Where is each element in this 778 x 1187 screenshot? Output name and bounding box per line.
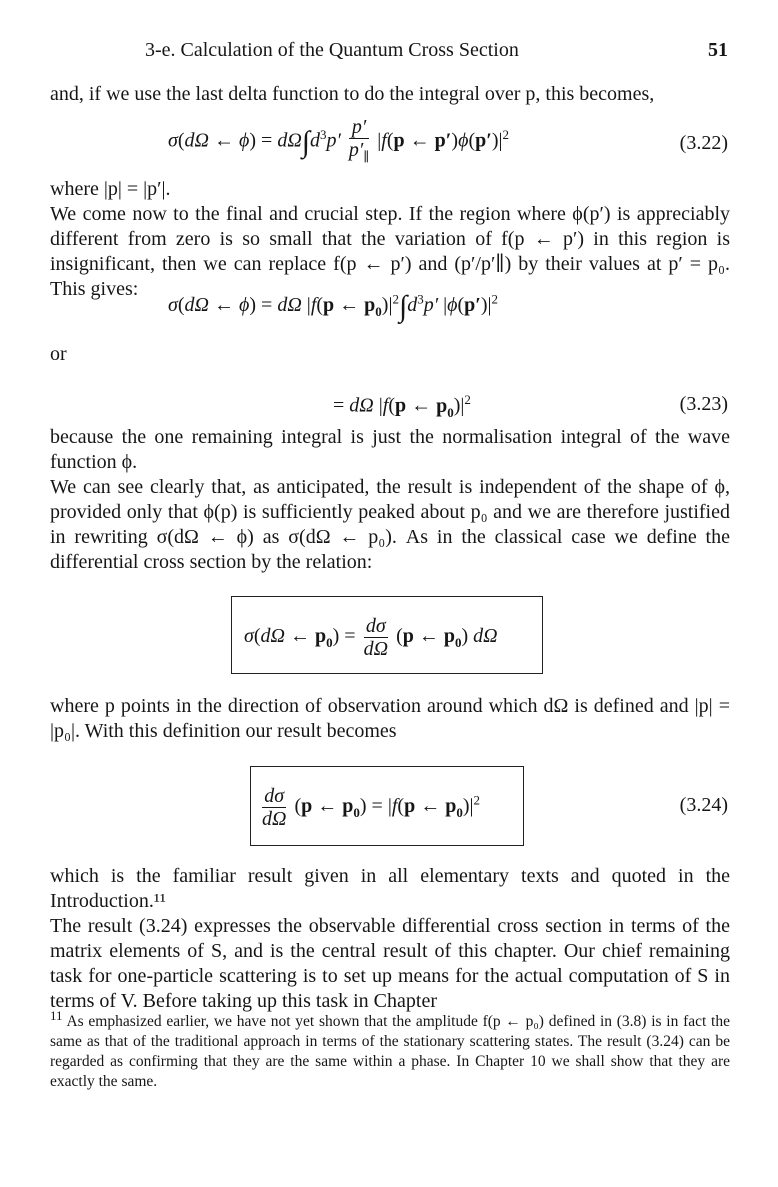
running-header xyxy=(50,39,730,67)
equation-number-3-23: (3.23) xyxy=(679,393,728,415)
equation-3-23: = dΩ |f(p ← $p_0)|^2$ xyxy=(333,392,471,420)
footnote xyxy=(50,1006,730,1092)
equation-number-3-22: (3.22) xyxy=(679,132,728,154)
word-or: or xyxy=(50,343,67,365)
footnote-text: As emphasized earlier, we have not yet shown that the amplitude f(p ← p₀) defined in (3.8) is in fact the same as that of the traditional approach in terms of the stationary scattering states. The result (3.24) can be regarded as confirming that they are the same within a phase. In Chapter 10 we shall show that they are exactly the same. xyxy=(50,1013,730,1091)
definition-box xyxy=(231,596,543,674)
paragraph-familiar-result: which is the familiar result given in all elementary texts and quoted in the Introduction.¹¹ xyxy=(50,865,730,912)
equation-number-3-24: (3.24) xyxy=(679,794,728,816)
paragraph-intro: and, if we use the last delta function to do the integral over p, this becomes, xyxy=(50,83,655,105)
footnote-marker: 11 xyxy=(50,1008,63,1023)
equation-definition: σ(dΩ ← $p_0$) = $\frac{d\sigma}{d\Omega}$ (p ← $p_0$) dΩ xyxy=(244,615,498,660)
paragraph-final-step: We come now to the final and crucial step. If the region where ϕ(p′) is appreciably different from zero is so small that the variation of f(p ← p′) in this region is insignificant, then we can replace f(p ← p′) and (p′/p′∥) by their values at p′ = p₀. This gives: xyxy=(50,203,730,300)
result-box xyxy=(250,766,524,846)
page-number: 51 xyxy=(708,39,728,61)
equation-intermediate: σ(dΩ ← ϕ) = dΩ |f(p ← $p_0)|^2\int d^3p'$ $|\phi(p')|^2$ xyxy=(168,290,499,323)
paragraph-where: where |p| = |p′|. xyxy=(50,178,171,200)
header-title: 3-e. Calculation of the Quantum Cross Section xyxy=(145,39,519,61)
paragraph-observation: where p points in the direction of observation around which dΩ is defined and |p| = |p₀|. With this definition our result becomes xyxy=(50,695,730,742)
equation-3-24: $\frac{d\sigma}{d\Omega}$ (p ← $p_0) = |f(p$ ← $p_0)|^2$ xyxy=(262,785,480,830)
paragraph-independent: We can see clearly that, as anticipated, the result is independent of the shape of ϕ, provided only that ϕ(p) is sufficiently peaked about p₀ and we are therefore justified in rewriting σ(dΩ ← ϕ) as σ(dΩ ← p₀). As in the classical case we define the differential cross section by the relation: xyxy=(50,476,730,573)
page xyxy=(50,0,730,1187)
equation-3-22: σ(dΩ ← $\phi) = d\Omega\int d^3p'$ $\frac{p'}{p'_\parallel}$ |f(p ← $p')\phi(p')|^2$ xyxy=(168,116,510,164)
paragraph-normalisation: because the one remaining integral is just the normalisation integral of the wave function ϕ. xyxy=(50,426,730,473)
paragraph-central-result: The result (3.24) expresses the observable differential cross section in terms of the matrix elements of S, and is the central result of this chapter. Our chief remaining task for one-particle scattering is to set up means for the actual computation of S in terms of V. Before taking up this task in Chapter xyxy=(50,915,730,1012)
